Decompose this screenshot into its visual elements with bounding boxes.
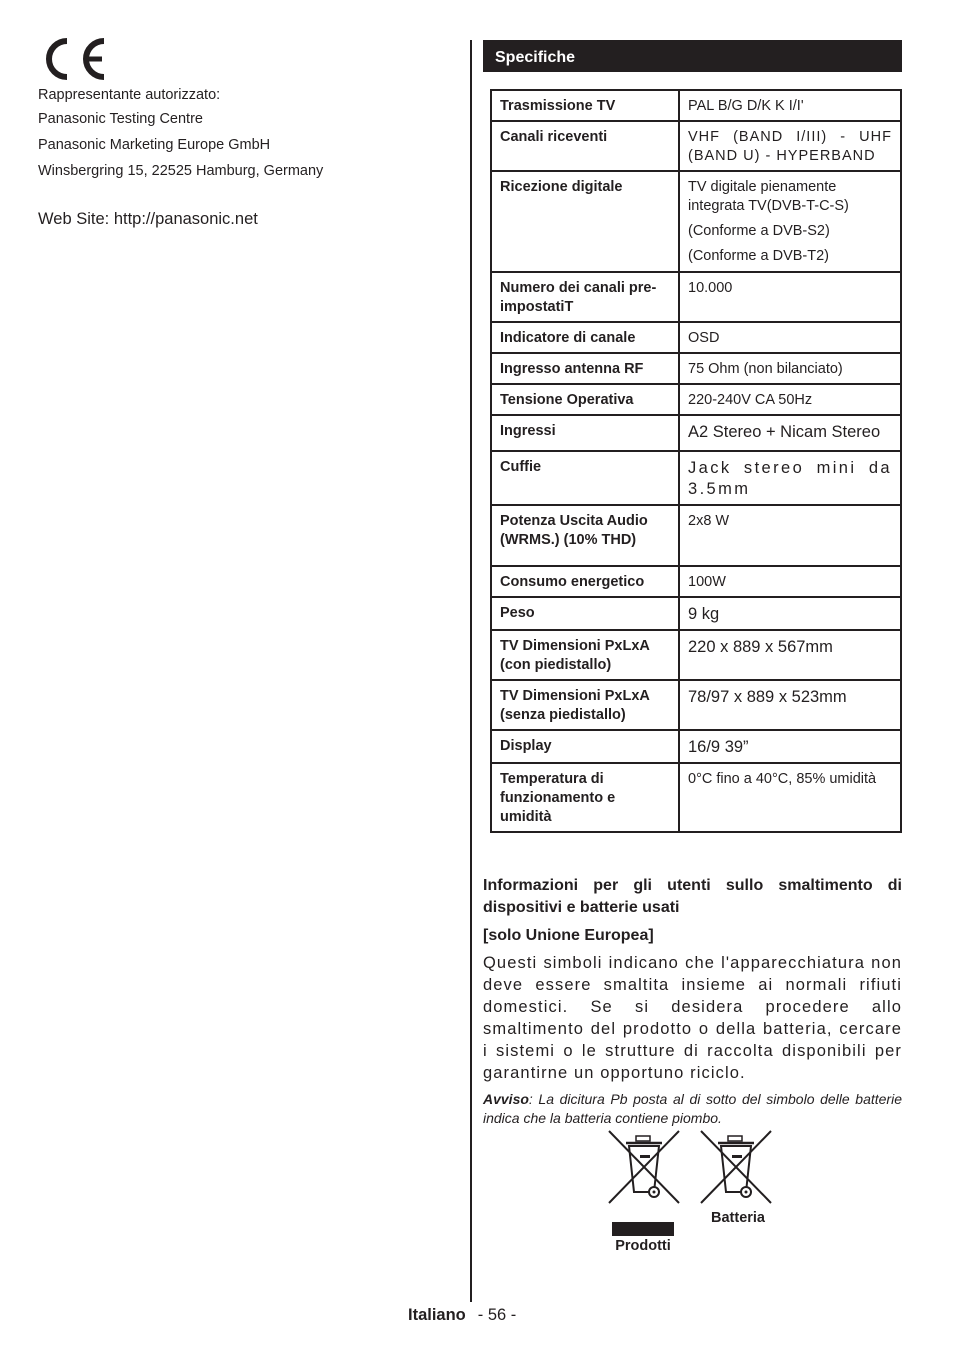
table-row [491, 171, 901, 272]
spec-label: Tensione Operativa [491, 384, 679, 415]
disposal-heading: Informazioni per gli utenti sullo smaltimento di dispositivi e batterie usati [483, 877, 902, 916]
spec-label: Trasmissione TV [491, 90, 679, 121]
spec-value: 75 Ohm (non bilanciato) [679, 353, 901, 384]
spec-value: 10.000 [679, 272, 901, 322]
footer-language: Italiano [408, 1306, 466, 1324]
products-label: Prodotti [615, 1238, 671, 1254]
spec-label: Consumo energetico [491, 566, 679, 597]
table-row [491, 730, 901, 763]
spec-label: Numero dei canali pre-impostatiT [491, 272, 679, 322]
spec-value: 100W [679, 566, 901, 597]
right-column [483, 40, 902, 1128]
spec-value: 9 kg [679, 597, 901, 630]
disposal-note [483, 1090, 902, 1128]
spec-label: Indicatore di canale [491, 322, 679, 353]
spec-value [679, 171, 901, 272]
spec-value: Jack stereo mini da 3.5mm [679, 451, 901, 505]
spec-label: Canali riceventi [491, 121, 679, 171]
page-footer [408, 1306, 516, 1325]
address-line: Panasonic Marketing Europe GmbH [38, 137, 271, 153]
note-label: Avviso [483, 1091, 529, 1107]
table-row [491, 680, 901, 730]
spec-label: Ingressi [491, 415, 679, 451]
spec-label: Ingresso antenna RF [491, 353, 679, 384]
disposal-symbols [606, 1128, 776, 1258]
column-divider [470, 40, 472, 1302]
spec-label: Cuffie [491, 451, 679, 505]
table-row [491, 763, 901, 832]
spec-label: Peso [491, 597, 679, 630]
crossed-bin-icon [606, 1128, 682, 1206]
page-number: - 56 - [477, 1306, 517, 1324]
website-text: Web Site: http://panasonic.net [38, 210, 258, 228]
left-column [38, 34, 458, 229]
product-bar-mark [612, 1222, 674, 1236]
spec-value-line: (Conforme a DVB-T2) [688, 248, 830, 264]
specs-table [490, 89, 902, 833]
table-row [491, 566, 901, 597]
spec-label: Potenza Uscita Audio (WRMS.) (10% THD) [491, 505, 679, 566]
spec-value: OSD [679, 322, 901, 353]
spec-value-line: TV digitale pienamente integrata TV(DVB-T-C-S) [688, 179, 849, 214]
disposal-subheading: [solo Unione Europea] [483, 927, 654, 944]
table-row [491, 597, 901, 630]
spec-value: A2 Stereo + Nicam Stereo [679, 415, 901, 451]
table-row [491, 272, 901, 322]
spec-label: TV Dimensioni PxLxA (senza piedistallo) [491, 680, 679, 730]
disposal-info-section [483, 875, 902, 1128]
spec-value: 0°C fino a 40°C, 85% umidità [679, 763, 901, 832]
spec-value-line: (Conforme a DVB-S2) [688, 223, 830, 239]
spec-label: Display [491, 730, 679, 763]
spec-label: Temperatura di funzionamento e umidità [491, 763, 679, 832]
table-row [491, 121, 901, 171]
authorized-rep-label: Rappresentante autorizzato: [38, 87, 221, 103]
spec-value: 220 x 889 x 567mm [679, 630, 901, 680]
disposal-body: Questi simboli indicano che l'apparecchiatura non deve essere smaltita insieme ai normali rifiuti domestici. Se si desidera procedere allo smaltimento del prodotto o della batteria, cercare i sistemi o le strutture di raccolta disponibili per garantirne un opportuno riciclo. [483, 954, 902, 1082]
table-row [491, 451, 901, 505]
table-row [491, 322, 901, 353]
spec-value: 16/9 39” [679, 730, 901, 763]
ce-mark-icon [38, 34, 108, 84]
spec-value: 78/97 x 889 x 523mm [679, 680, 901, 730]
table-row [491, 415, 901, 451]
note-text: : La dicitura Pb posta al di sotto del simbolo delle batterie indica che la batteria contiene piombo. [483, 1091, 902, 1126]
spec-label: TV Dimensioni PxLxA (con piedistallo) [491, 630, 679, 680]
crossed-bin-icon [698, 1128, 774, 1206]
address-line: Winsbergring 15, 22525 Hamburg, Germany [38, 163, 324, 179]
address-line: Panasonic Testing Centre [38, 111, 203, 127]
battery-label: Batteria [711, 1210, 765, 1226]
specs-section-title: Specifiche [483, 40, 902, 72]
table-row [491, 505, 901, 566]
spec-value: 220-240V CA 50Hz [679, 384, 901, 415]
spec-value: 2x8 W [679, 505, 901, 566]
spec-value: VHF (BAND I/III) - UHF (BAND U) - HYPERBAND [679, 121, 901, 171]
spec-label: Ricezione digitale [491, 171, 679, 272]
table-row [491, 353, 901, 384]
table-row [491, 90, 901, 121]
table-row [491, 630, 901, 680]
spec-value: PAL B/G D/K K I/I' [679, 90, 901, 121]
table-row [491, 384, 901, 415]
